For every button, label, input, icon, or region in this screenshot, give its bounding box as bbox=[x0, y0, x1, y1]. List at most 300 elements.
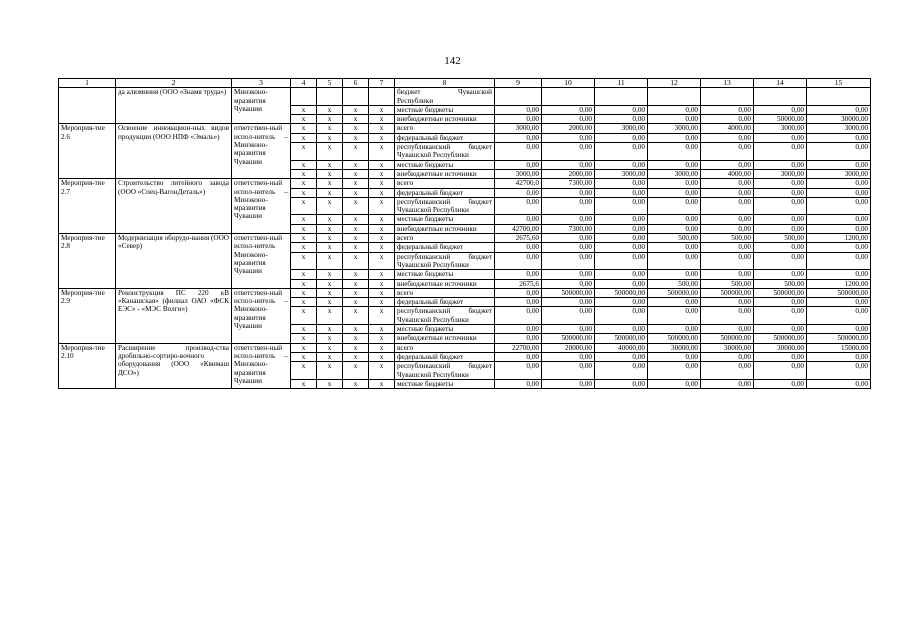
code-cell: x bbox=[317, 252, 343, 270]
responsible-cell: ответствен-ный испол-нитель – Минэконо-мразвития Чувашии bbox=[232, 288, 291, 343]
amount-cell: 30000,00 bbox=[701, 343, 754, 352]
amount-cell: 0,00 bbox=[648, 325, 701, 334]
table-row bbox=[59, 124, 871, 133]
amount-cell: 2000,00 bbox=[542, 124, 595, 133]
amount-cell: 0,00 bbox=[495, 325, 542, 334]
responsible-cell: ответствен-ный испол-нитель Минэконо-мразвития Чувашии bbox=[232, 234, 291, 289]
amount-cell: 500000,00 bbox=[701, 288, 754, 297]
amount-cell: 0,00 bbox=[701, 143, 754, 161]
code-cell: x bbox=[317, 169, 343, 178]
funding-source-cell: федеральный бюджет bbox=[395, 188, 495, 197]
code-cell: x bbox=[369, 343, 395, 352]
code-cell: x bbox=[343, 270, 369, 279]
funding-source-cell: всего bbox=[395, 288, 495, 297]
funding-source-cell: республиканский бюджет Чувашской Республики bbox=[395, 143, 495, 161]
code-cell: x bbox=[343, 188, 369, 197]
amount-cell: 0,00 bbox=[542, 243, 595, 252]
amount-cell: 0,00 bbox=[595, 115, 648, 124]
amount-cell: 0,00 bbox=[595, 215, 648, 224]
amount-cell: 0,00 bbox=[542, 298, 595, 307]
amount-cell: 0,00 bbox=[701, 243, 754, 252]
amount-cell: 0,00 bbox=[754, 133, 807, 142]
amount-cell: 0,00 bbox=[495, 105, 542, 114]
amount-cell: 0,00 bbox=[754, 252, 807, 270]
measure-name-cell: Расширение производ-ства дробильно-сортиро-вочного оборудования (ООО «Квимаш ДСО») bbox=[116, 343, 232, 388]
amount-cell: 22700,00 bbox=[495, 343, 542, 352]
amount-cell: 0,00 bbox=[595, 188, 648, 197]
amount-cell: 0,00 bbox=[701, 215, 754, 224]
amount-cell: 500000,00 bbox=[648, 334, 701, 343]
amount-cell: 0,00 bbox=[595, 197, 648, 215]
amount-cell: 0,00 bbox=[648, 224, 701, 233]
code-cell: x bbox=[291, 252, 317, 270]
funding-source-cell: республиканский бюджет Чувашской Республики bbox=[395, 252, 495, 270]
amount-cell: 3000,00 bbox=[754, 124, 807, 133]
column-number: 5 bbox=[317, 79, 343, 88]
code-cell: x bbox=[317, 215, 343, 224]
column-number: 3 bbox=[232, 79, 291, 88]
code-cell: x bbox=[317, 298, 343, 307]
amount-cell: 500,00 bbox=[648, 234, 701, 243]
amount-cell: 0,00 bbox=[595, 105, 648, 114]
code-cell: x bbox=[291, 343, 317, 352]
table-row bbox=[59, 343, 871, 352]
amount-cell: 0,00 bbox=[701, 188, 754, 197]
amount-cell: 0,00 bbox=[807, 105, 871, 114]
amount-cell: 0,00 bbox=[807, 143, 871, 161]
amount-cell: 30000,00 bbox=[754, 343, 807, 352]
code-cell: x bbox=[291, 197, 317, 215]
amount-cell: 0,00 bbox=[648, 188, 701, 197]
funding-source-cell: федеральный бюджет bbox=[395, 133, 495, 142]
code-cell: x bbox=[291, 334, 317, 343]
code-cell: x bbox=[317, 362, 343, 380]
code-cell: x bbox=[369, 298, 395, 307]
measure-cell: Мероприя-тие 2.10 bbox=[59, 343, 116, 388]
amount-cell bbox=[701, 88, 754, 106]
code-cell: x bbox=[343, 362, 369, 380]
measure-cell: Мероприя-тие 2.7 bbox=[59, 179, 116, 234]
code-cell: x bbox=[369, 252, 395, 270]
amount-cell: 0,00 bbox=[754, 325, 807, 334]
code-cell: x bbox=[317, 352, 343, 361]
column-number: 4 bbox=[291, 79, 317, 88]
code-cell: x bbox=[291, 288, 317, 297]
amount-cell: 0,00 bbox=[648, 298, 701, 307]
amount-cell: 0,00 bbox=[807, 179, 871, 188]
code-cell: x bbox=[369, 143, 395, 161]
amount-cell: 0,00 bbox=[754, 362, 807, 380]
code-cell: x bbox=[343, 243, 369, 252]
code-cell: x bbox=[369, 124, 395, 133]
table-row bbox=[59, 179, 871, 188]
amount-cell: 0,00 bbox=[495, 352, 542, 361]
table-row bbox=[59, 88, 871, 106]
code-cell: x bbox=[343, 279, 369, 288]
page-number: 142 bbox=[444, 55, 461, 67]
amount-cell: 1200,00 bbox=[807, 279, 871, 288]
code-cell: x bbox=[291, 298, 317, 307]
amount-cell: 0,00 bbox=[754, 179, 807, 188]
funding-source-cell: внебюджетные источники bbox=[395, 169, 495, 178]
code-cell: x bbox=[317, 279, 343, 288]
column-number: 11 bbox=[595, 79, 648, 88]
amount-cell: 2675,60 bbox=[495, 234, 542, 243]
amount-cell: 0,00 bbox=[754, 224, 807, 233]
amount-cell: 0,00 bbox=[595, 307, 648, 325]
amount-cell: 0,00 bbox=[754, 379, 807, 388]
amount-cell: 0,00 bbox=[648, 252, 701, 270]
amount-cell: 0,00 bbox=[648, 270, 701, 279]
amount-cell: 0,00 bbox=[807, 224, 871, 233]
amount-cell: 0,00 bbox=[754, 307, 807, 325]
code-cell: x bbox=[369, 197, 395, 215]
amount-cell: 0,00 bbox=[542, 270, 595, 279]
amount-cell: 42700,0 bbox=[495, 179, 542, 188]
amount-cell: 0,00 bbox=[807, 215, 871, 224]
amount-cell: 0,00 bbox=[701, 362, 754, 380]
amount-cell: 3000,00 bbox=[595, 124, 648, 133]
amount-cell: 0,00 bbox=[648, 133, 701, 142]
code-cell: x bbox=[343, 124, 369, 133]
code-cell: x bbox=[317, 234, 343, 243]
amount-cell: 0,00 bbox=[754, 188, 807, 197]
code-cell: x bbox=[317, 124, 343, 133]
amount-cell: 3000,00 bbox=[648, 124, 701, 133]
code-cell: x bbox=[369, 379, 395, 388]
amount-cell: 0,00 bbox=[807, 188, 871, 197]
amount-cell: 0,00 bbox=[542, 143, 595, 161]
code-cell: x bbox=[317, 133, 343, 142]
amount-cell: 0,00 bbox=[701, 325, 754, 334]
amount-cell: 0,00 bbox=[495, 379, 542, 388]
amount-cell: 4000,00 bbox=[701, 169, 754, 178]
code-cell: x bbox=[291, 124, 317, 133]
code-cell: x bbox=[343, 115, 369, 124]
funding-source-cell: местные бюджеты bbox=[395, 325, 495, 334]
amount-cell: 500000,00 bbox=[542, 334, 595, 343]
amount-cell bbox=[495, 88, 542, 106]
code-cell: x bbox=[343, 160, 369, 169]
amount-cell: 0,00 bbox=[701, 307, 754, 325]
amount-cell: 0,00 bbox=[807, 325, 871, 334]
amount-cell: 0,00 bbox=[807, 362, 871, 380]
table-row bbox=[59, 288, 871, 297]
funding-source-cell: местные бюджеты bbox=[395, 105, 495, 114]
code-cell: x bbox=[317, 288, 343, 297]
amount-cell: 0,00 bbox=[754, 352, 807, 361]
measure-name-cell: Реконструкция ПС 220 кВ «Канашская» (филиал ОАО «ФСК ЕЭС» - «МЭС Волги») bbox=[116, 288, 232, 343]
column-number: 7 bbox=[369, 79, 395, 88]
column-number: 6 bbox=[343, 79, 369, 88]
amount-cell: 50000,00 bbox=[754, 115, 807, 124]
measure-name-cell: Строительство литейного завода (ООО «Спец-ВагонДеталь») bbox=[116, 179, 232, 234]
amount-cell: 0,00 bbox=[495, 243, 542, 252]
code-cell: x bbox=[317, 115, 343, 124]
amount-cell: 500,00 bbox=[754, 234, 807, 243]
measure-name-cell: Модернизация оборудо-вания (ООО «Север) bbox=[116, 234, 232, 289]
measure-name-cell: да алюминия (ООО «Знамя труда») bbox=[116, 88, 232, 124]
amount-cell: 500000,00 bbox=[595, 334, 648, 343]
amount-cell: 0,00 bbox=[542, 105, 595, 114]
amount-cell: 0,00 bbox=[542, 215, 595, 224]
code-cell: x bbox=[317, 307, 343, 325]
amount-cell: 0,00 bbox=[495, 215, 542, 224]
code-cell: x bbox=[291, 243, 317, 252]
table-row bbox=[59, 234, 871, 243]
column-number: 13 bbox=[701, 79, 754, 88]
code-cell: x bbox=[291, 279, 317, 288]
amount-cell: 7300,00 bbox=[542, 179, 595, 188]
code-cell: x bbox=[317, 270, 343, 279]
amount-cell: 0,00 bbox=[807, 298, 871, 307]
measure-cell: Мероприя-тие 2.6 bbox=[59, 124, 116, 179]
amount-cell: 0,00 bbox=[595, 160, 648, 169]
funding-source-cell: внебюджетные источники bbox=[395, 334, 495, 343]
responsible-cell: ответствен-ный испол-нитель – Минэконо-мразвития Чувашии bbox=[232, 179, 291, 234]
code-cell: x bbox=[317, 334, 343, 343]
funding-source-cell: внебюджетные источники bbox=[395, 224, 495, 233]
code-cell: x bbox=[369, 279, 395, 288]
header-row bbox=[59, 79, 871, 88]
amount-cell: 0,00 bbox=[701, 197, 754, 215]
amount-cell: 0,00 bbox=[648, 352, 701, 361]
amount-cell: 0,00 bbox=[595, 252, 648, 270]
amount-cell: 0,00 bbox=[701, 298, 754, 307]
amount-cell: 0,00 bbox=[495, 288, 542, 297]
amount-cell: 0,00 bbox=[495, 115, 542, 124]
funding-source-cell: федеральный бюджет bbox=[395, 243, 495, 252]
amount-cell: 3000,00 bbox=[754, 169, 807, 178]
amount-cell: 500,00 bbox=[754, 279, 807, 288]
amount-cell: 0,00 bbox=[648, 179, 701, 188]
code-cell: x bbox=[369, 325, 395, 334]
amount-cell: 0,00 bbox=[807, 160, 871, 169]
amount-cell: 0,00 bbox=[542, 279, 595, 288]
code-cell: x bbox=[369, 224, 395, 233]
amount-cell: 0,00 bbox=[542, 352, 595, 361]
amount-cell: 0,00 bbox=[754, 105, 807, 114]
code-cell: x bbox=[291, 362, 317, 380]
budget-table bbox=[58, 78, 871, 389]
code-cell bbox=[291, 88, 317, 106]
code-cell: x bbox=[291, 234, 317, 243]
amount-cell: 500000,00 bbox=[542, 288, 595, 297]
amount-cell: 0,00 bbox=[648, 197, 701, 215]
funding-source-cell: всего bbox=[395, 234, 495, 243]
amount-cell: 0,00 bbox=[495, 270, 542, 279]
code-cell bbox=[343, 88, 369, 106]
amount-cell: 0,00 bbox=[495, 298, 542, 307]
amount-cell: 4000,00 bbox=[701, 124, 754, 133]
code-cell: x bbox=[343, 143, 369, 161]
column-number: 10 bbox=[542, 79, 595, 88]
code-cell: x bbox=[369, 179, 395, 188]
amount-cell: 0,00 bbox=[542, 325, 595, 334]
funding-source-cell: республиканский бюджет Чувашской Республики bbox=[395, 197, 495, 215]
amount-cell: 0,00 bbox=[495, 160, 542, 169]
amount-cell: 0,00 bbox=[648, 307, 701, 325]
amount-cell: 30000,00 bbox=[648, 343, 701, 352]
amount-cell: 0,00 bbox=[701, 133, 754, 142]
amount-cell: 0,00 bbox=[542, 362, 595, 380]
code-cell: x bbox=[317, 143, 343, 161]
code-cell: x bbox=[369, 288, 395, 297]
amount-cell: 2000,00 bbox=[542, 169, 595, 178]
funding-source-cell: местные бюджеты bbox=[395, 270, 495, 279]
code-cell: x bbox=[343, 169, 369, 178]
amount-cell: 0,00 bbox=[701, 352, 754, 361]
amount-cell: 0,00 bbox=[542, 160, 595, 169]
code-cell: x bbox=[343, 288, 369, 297]
amount-cell: 0,00 bbox=[648, 115, 701, 124]
amount-cell: 0,00 bbox=[542, 188, 595, 197]
funding-source-cell: федеральный бюджет bbox=[395, 352, 495, 361]
funding-source-cell: бюджет Чувашской Республики bbox=[395, 88, 495, 106]
code-cell: x bbox=[291, 325, 317, 334]
amount-cell: 0,00 bbox=[648, 160, 701, 169]
code-cell: x bbox=[291, 143, 317, 161]
funding-source-cell: федеральный бюджет bbox=[395, 298, 495, 307]
amount-cell: 0,00 bbox=[595, 325, 648, 334]
amount-cell: 0,00 bbox=[754, 197, 807, 215]
amount-cell: 3000,00 bbox=[495, 169, 542, 178]
amount-cell: 500000,00 bbox=[595, 288, 648, 297]
code-cell: x bbox=[343, 224, 369, 233]
code-cell: x bbox=[291, 179, 317, 188]
code-cell: x bbox=[291, 352, 317, 361]
code-cell: x bbox=[369, 188, 395, 197]
code-cell: x bbox=[343, 234, 369, 243]
amount-cell: 0,00 bbox=[595, 179, 648, 188]
code-cell: x bbox=[369, 215, 395, 224]
column-number: 12 bbox=[648, 79, 701, 88]
measure-cell: Мероприя-тие 2.9 bbox=[59, 288, 116, 343]
amount-cell: 500000,00 bbox=[648, 288, 701, 297]
amount-cell: 500000,00 bbox=[701, 334, 754, 343]
column-number: 8 bbox=[395, 79, 495, 88]
amount-cell: 0,00 bbox=[542, 234, 595, 243]
amount-cell: 0,00 bbox=[595, 352, 648, 361]
amount-cell: 0,00 bbox=[495, 252, 542, 270]
amount-cell: 0,00 bbox=[495, 197, 542, 215]
code-cell: x bbox=[369, 270, 395, 279]
code-cell: x bbox=[317, 379, 343, 388]
code-cell: x bbox=[317, 179, 343, 188]
amount-cell: 500000,00 bbox=[754, 334, 807, 343]
amount-cell: 500,00 bbox=[701, 234, 754, 243]
amount-cell: 0,00 bbox=[807, 379, 871, 388]
amount-cell: 0,00 bbox=[542, 252, 595, 270]
amount-cell: 0,00 bbox=[701, 224, 754, 233]
code-cell: x bbox=[291, 115, 317, 124]
code-cell: x bbox=[343, 105, 369, 114]
amount-cell: 0,00 bbox=[595, 379, 648, 388]
amount-cell: 0,00 bbox=[495, 362, 542, 380]
code-cell: x bbox=[369, 160, 395, 169]
code-cell: x bbox=[291, 160, 317, 169]
amount-cell: 0,00 bbox=[595, 143, 648, 161]
amount-cell: 0,00 bbox=[807, 197, 871, 215]
amount-cell: 0,00 bbox=[701, 179, 754, 188]
amount-cell: 0,00 bbox=[595, 298, 648, 307]
responsible-cell: ответствен-ный испол-нитель – Минэконо-мразвития Чувашии bbox=[232, 343, 291, 388]
code-cell: x bbox=[317, 343, 343, 352]
code-cell: x bbox=[343, 179, 369, 188]
amount-cell: 7300,00 bbox=[542, 224, 595, 233]
amount-cell: 3000,00 bbox=[648, 169, 701, 178]
amount-cell: 500000,00 bbox=[754, 288, 807, 297]
amount-cell: 0,00 bbox=[542, 307, 595, 325]
amount-cell: 0,00 bbox=[754, 143, 807, 161]
amount-cell: 0,00 bbox=[595, 224, 648, 233]
amount-cell: 0,00 bbox=[807, 307, 871, 325]
funding-source-cell: внебюджетные источники bbox=[395, 279, 495, 288]
amount-cell: 0,00 bbox=[754, 243, 807, 252]
amount-cell: 0,00 bbox=[701, 115, 754, 124]
column-number: 2 bbox=[116, 79, 232, 88]
code-cell: x bbox=[291, 105, 317, 114]
amount-cell: 0,00 bbox=[754, 298, 807, 307]
code-cell: x bbox=[343, 307, 369, 325]
amount-cell: 0,00 bbox=[648, 243, 701, 252]
amount-cell: 0,00 bbox=[807, 252, 871, 270]
amount-cell: 0,00 bbox=[807, 270, 871, 279]
table-header bbox=[59, 79, 871, 88]
code-cell: x bbox=[369, 334, 395, 343]
code-cell: x bbox=[317, 160, 343, 169]
amount-cell: 0,00 bbox=[542, 115, 595, 124]
code-cell: x bbox=[369, 362, 395, 380]
amount-cell: 20000,00 bbox=[542, 343, 595, 352]
amount-cell: 0,00 bbox=[495, 133, 542, 142]
amount-cell: 0,00 bbox=[807, 243, 871, 252]
code-cell: x bbox=[291, 270, 317, 279]
amount-cell: 0,00 bbox=[595, 234, 648, 243]
amount-cell: 0,00 bbox=[542, 133, 595, 142]
code-cell: x bbox=[291, 307, 317, 325]
column-number: 9 bbox=[495, 79, 542, 88]
amount-cell: 0,00 bbox=[701, 252, 754, 270]
code-cell: x bbox=[317, 243, 343, 252]
amount-cell: 40000,00 bbox=[595, 343, 648, 352]
amount-cell: 0,00 bbox=[495, 143, 542, 161]
amount-cell: 0,00 bbox=[542, 379, 595, 388]
amount-cell: 0,00 bbox=[754, 270, 807, 279]
code-cell: x bbox=[317, 224, 343, 233]
measure-cell bbox=[59, 88, 116, 124]
amount-cell: 0,00 bbox=[595, 279, 648, 288]
amount-cell: 0,00 bbox=[648, 362, 701, 380]
amount-cell bbox=[807, 88, 871, 106]
code-cell bbox=[369, 88, 395, 106]
code-cell: x bbox=[291, 169, 317, 178]
amount-cell: 0,00 bbox=[807, 352, 871, 361]
amount-cell: 0,00 bbox=[648, 379, 701, 388]
amount-cell: 0,00 bbox=[495, 334, 542, 343]
code-cell bbox=[317, 88, 343, 106]
funding-source-cell: республиканский бюджет Чувашской Республики bbox=[395, 362, 495, 380]
amount-cell: 2675,6 bbox=[495, 279, 542, 288]
amount-cell: 500,00 bbox=[648, 279, 701, 288]
amount-cell: 0,00 bbox=[701, 160, 754, 169]
code-cell: x bbox=[343, 379, 369, 388]
amount-cell: 0,00 bbox=[595, 133, 648, 142]
amount-cell: 0,00 bbox=[754, 215, 807, 224]
code-cell: x bbox=[343, 334, 369, 343]
funding-source-cell: местные бюджеты bbox=[395, 215, 495, 224]
code-cell: x bbox=[343, 352, 369, 361]
